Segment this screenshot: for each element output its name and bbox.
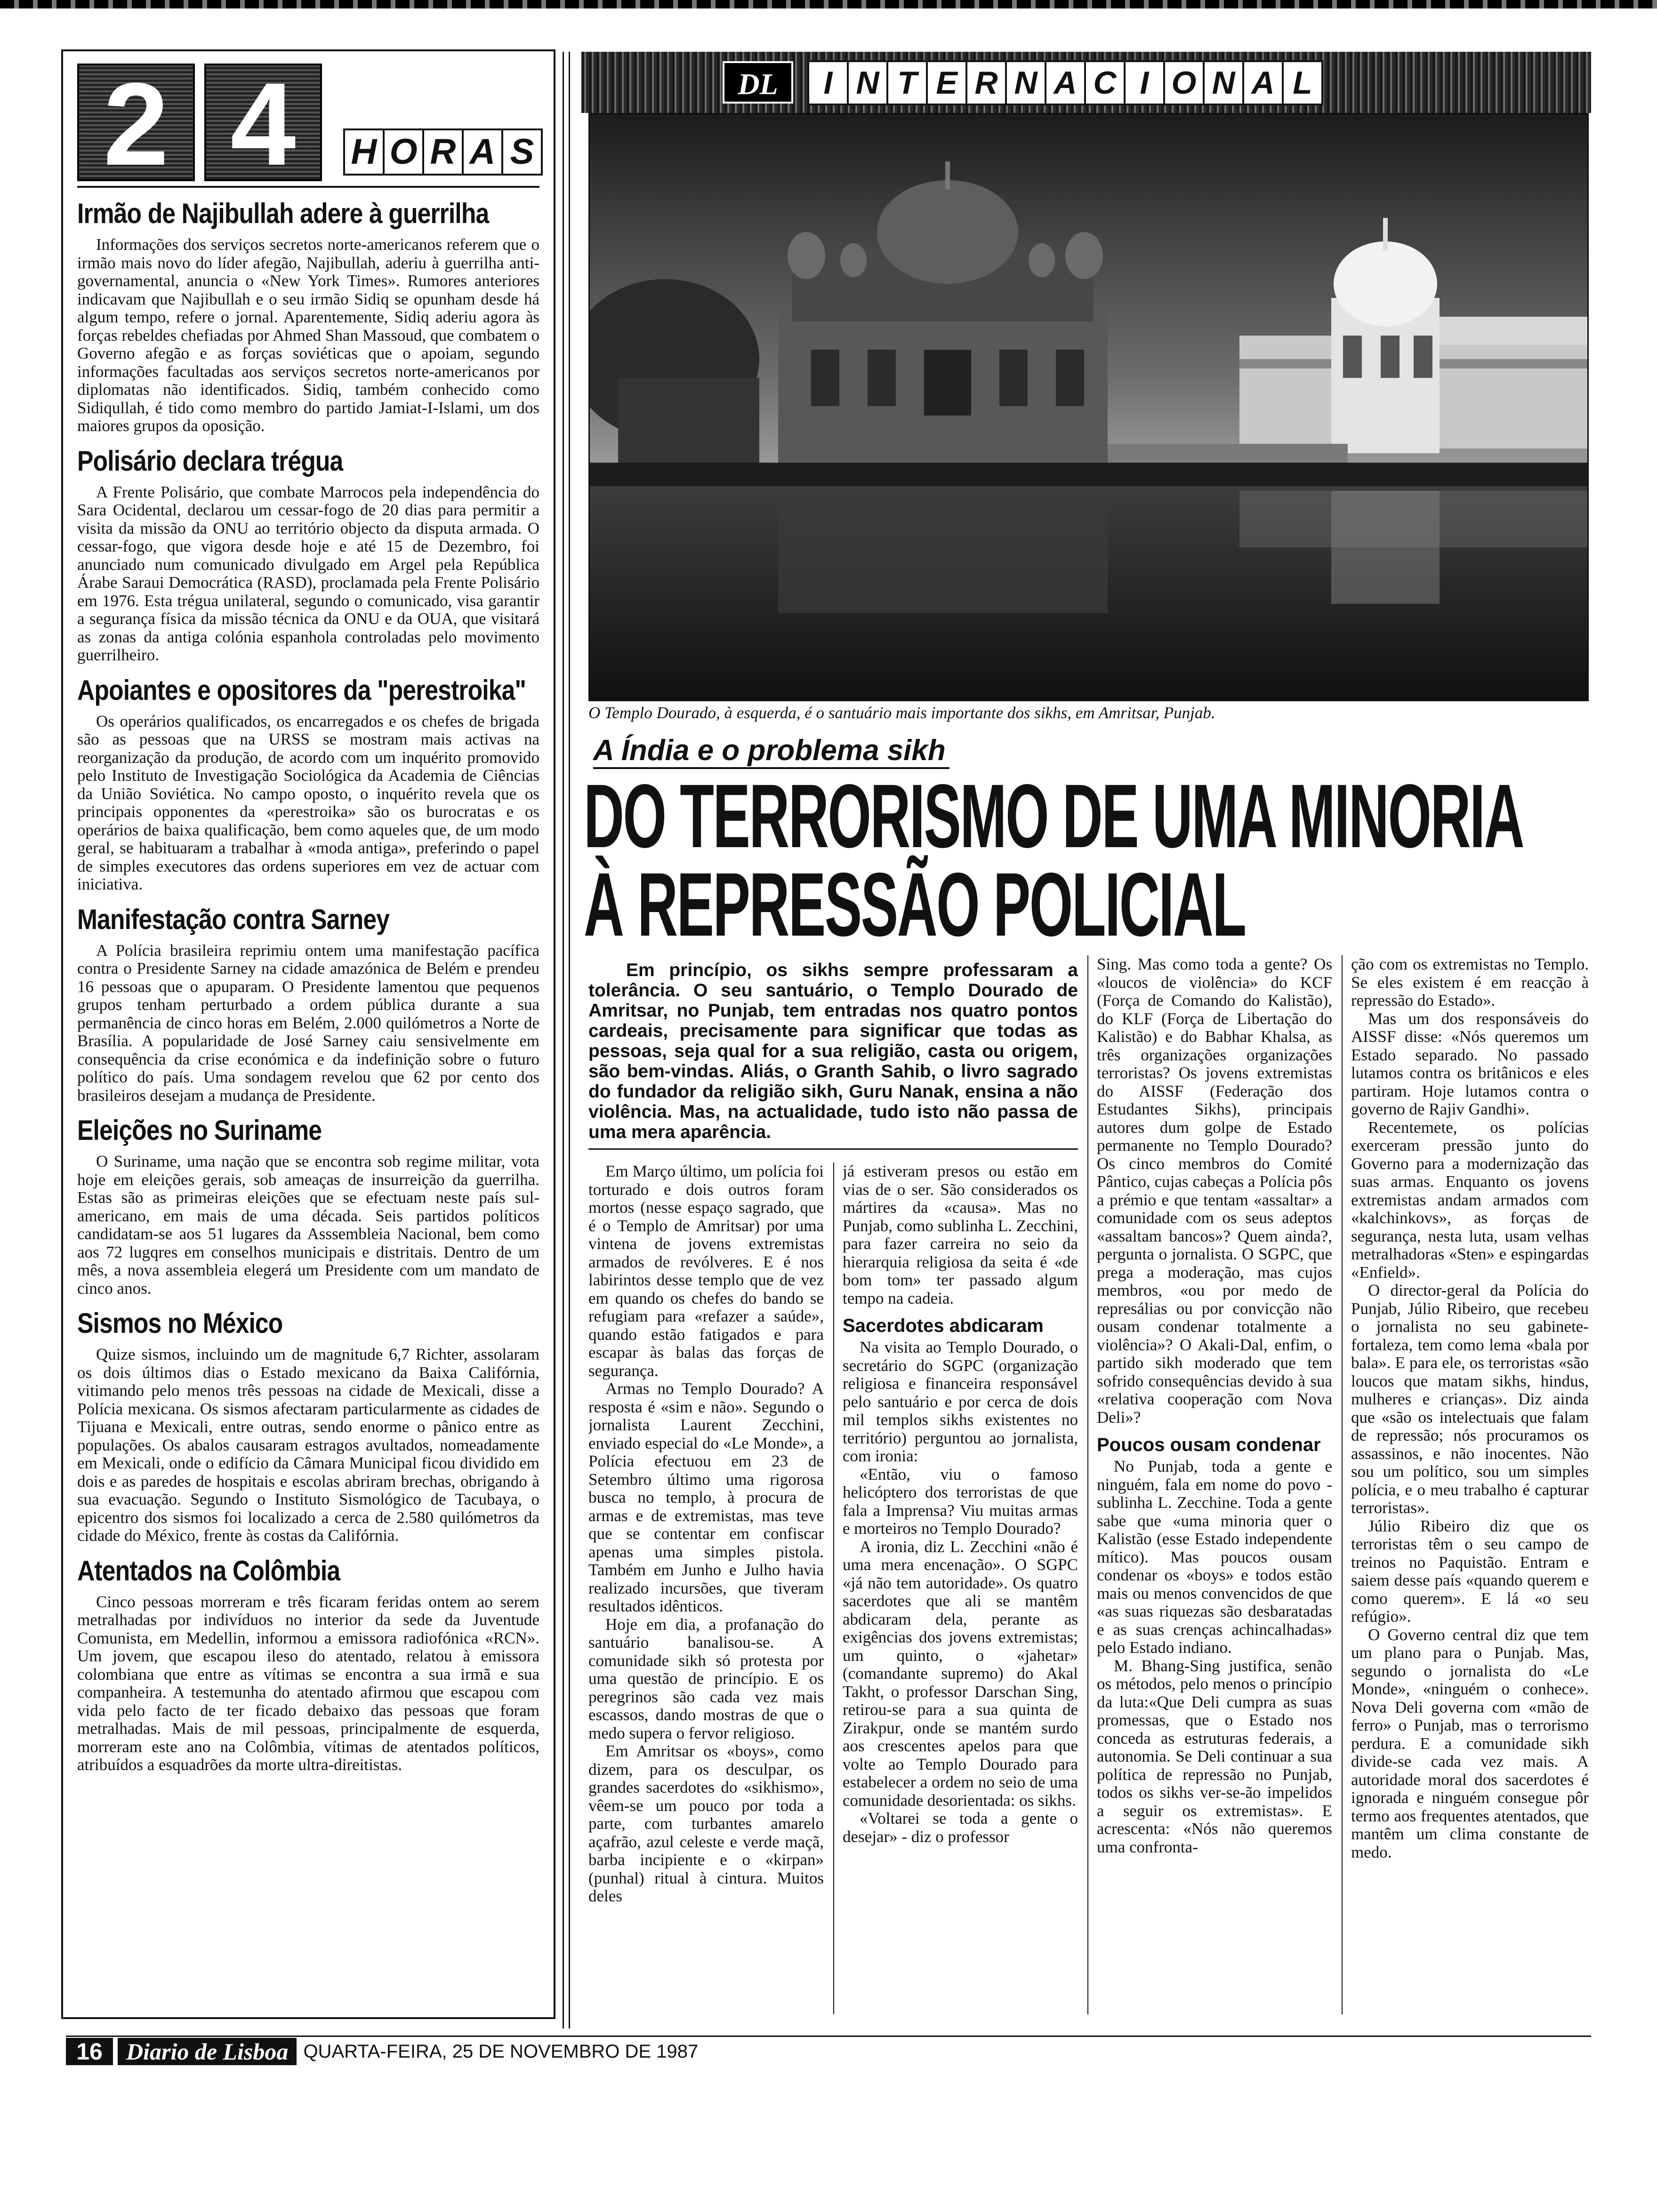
article-subheading: Poucos ousam condenar <box>1097 1435 1321 1455</box>
brief-body: Os operários qualificados, os encarregados e os chefes de brigada são as pessoas que na URSS se mostram mais activas na reorganização da produção, de acordo com um inquérito promovido pelo Instituto de Investigação Sociológica da Academia de Ciências da União Soviética. No campo oposto, o inquérito revela que os principais opponentes da «perestroika» são os burocratas e os operários de baixa qualificação, bem como aqueles que, de um modo geral, se habituaram a trabalhar à «moda antiga», preferindo o papel de simples executores das ordens superiores em vez de actuar com iniciativa. <box>77 712 539 893</box>
section-letter: E <box>926 60 967 105</box>
issue-date: QUARTA-FEIRA, 25 DE NOVEMBRO DE 1987 <box>303 2041 699 2062</box>
brief-body: O Suriname, uma nação que se encontra sob regime militar, vota hoje em eleições gerais, sob ameaças de insurreição da guerrilha. Estas são as primeiras eleições que se efectuam neste país sul-americano, em mais de uma década. Seis partidos políticos candidatam-se aos 51 lugares da Asssembleia Nacional, bem como aos 72 lugqres em conselhos municipais e distritais. Dentro de um mês, a nova assembleia elegerá um Presidente com um mandato de cinco anos. <box>77 1152 539 1298</box>
horas-24-column <box>61 49 555 2019</box>
brief-title: Manifestação contra Sarney <box>77 903 390 935</box>
article-paragraph: O director-geral da Polícia do Punjab, Júlio Ribeiro, que recebeu o jornalista no seu gabinete-fortaleza, tem como lema «bala por bala». E para ele, os terroristas «são loucos que matam sikhs, hindus, mulheres e crianças». Diz ainda que «são os intelectuais que falam de repressão; nós procuramos os assassinos, e não inocentes. Não sou um político, sou um simples polícia, e o meu trabalho é capturar terroristas». <box>1351 1281 1589 1517</box>
section-divider <box>563 52 564 2028</box>
page-number: 16 <box>66 2038 113 2065</box>
article-paragraph: Mas um dos responsáveis do AISSF disse: «Nós queremos um Estado separado. No passado lutamos contra os britânicos e eles partiram. Hoje lutamos contra o governo de Rajiv Gandhi». <box>1351 1009 1589 1118</box>
horas-letter: A <box>462 128 503 176</box>
article-headline <box>584 765 1524 955</box>
article-paragraph: Em Amritsar os «boys», como dizem, para os desculpar, os grandes sacerdotes do «sikhismo», vêem-se um pouco por toda a parte, com turbantes amarelo açafrão, azul celeste e verde maçã, barba incipiente e o «kirpan» (punhal) ritual à cintura. Muitos deles <box>588 1742 824 1905</box>
section-letter: N <box>1005 60 1046 105</box>
article-paragraph: Recentemete, os polícias exerceram pressão junto do Governo para a modernização das suas armas. Enquanto os jovens extremistas andam armados com «kalchinkovs», as forças de segurança, nesta luta, usam velhas metralhadoras «Sten» e espingardas «Enfield». <box>1351 1118 1589 1282</box>
section-letter: L <box>1282 60 1323 105</box>
brief-title: Atentados na Colômbia <box>77 1555 340 1587</box>
brief-body: Informações dos serviços secretos norte-americanos referem que o irmão mais novo do líder afegão, Najibullah, aderiu à guerrilha anti-governamental, anuncia o «New York Times». Rumores anteriores indicavam que Najibullah e o seu irmão Sidiq se opunham desde há algum tempo, refere o jornal. Aparentemente, Sidiq aderiu agora às forças rebeldes chefiadas por Ahmed Shan Massoud, que combatem o Governo afegão e as forças soviéticas que o apoiam, segundo informações facultadas aos serviços secretos norte-americanos por diplomatas não identificados. Sidiq, também conhecido como Sidiqullah, é tido como membro do partido Jamiat-I-Islami, um dos maiores grupos da oposição. <box>77 235 539 435</box>
article-column-3 <box>1097 955 1332 2014</box>
section-letter: I <box>807 60 849 105</box>
lead-divider <box>588 1148 1078 1150</box>
column-rule <box>833 1162 834 2014</box>
brief-mexico <box>77 1308 539 1545</box>
section-letter: N <box>847 60 888 105</box>
article-kicker: A Índia e o problema sikh <box>593 734 949 769</box>
article-subheading: Sacerdotes abdicaram <box>843 1315 1044 1336</box>
section-letter: C <box>1084 60 1126 105</box>
brief-perestroika <box>77 675 539 894</box>
article-paragraph: Em Março último, um polícia foi torturado e dois outros foram mortos (nesse espaço sagrado, que é o Templo de Amritsar) por uma vintena de jovens extremistas armados de revólveres. E é nos labirintos desse templo que de vez em quando os chefes do bando se refugiam para «refazer a saúde», quando estão fatigados e para escapar às balas das forças de segurança. <box>588 1162 824 1380</box>
masthead-digit-4: 4 <box>204 64 322 181</box>
horas-letter: S <box>501 128 543 176</box>
section-letter: A <box>1242 60 1284 105</box>
top-border-strip <box>0 0 1657 8</box>
brief-polisario <box>77 446 539 665</box>
brief-body: A Frente Polisário, que combate Marrocos pela independência do Sara Ocidental, declarou um cessar-fogo de 20 dias para permitir a visita da missão da ONU ao território objecto da disputa armada. O cessar-fogo, que vigora desde hoje e até 15 de Dezembro, foi anunciado num comunicado divulgado em Argel pela República Árabe Saraui Democrática (RASD), proclamada pela Frente Polisário em 1976. Esta trégua unilateral, segundo o comunicado, visa garantir a segurança física da missão técnica da ONU e da OUA, que visitará as zonas da antiga colónia espanhola controladas pelo movimento guerrilheiro. <box>77 482 539 664</box>
article-paragraph: No Punjab, toda a gente e ninguém, fala em nome do povo - sublinha L. Zecchine. Toda a gente sabe que «uma minoria quer o Kalistão (esse Estado independente mítico). Mas poucos ousam condenar os «boys» e todos estão mais ou menos convencidos de que «as suas riquezas são desbaratadas e as suas crenças achincalhadas» pelo Estado indiano. <box>1097 1457 1332 1657</box>
article-paragraph: ção com os extremistas no Templo. Se eles existem é em reacção à repressão do Estado». <box>1351 955 1589 1010</box>
section-letter: A <box>1045 60 1086 105</box>
article-paragraph: Júlio Ribeiro diz que os terroristas têm o seu campo de treinos no Paquistão. Entram e saiem desse país «quando querem e como querem». E lá «o seu refúgio». <box>1351 1516 1589 1626</box>
headline-line-1: DO TERRORISMO DE UMA MINORIA <box>584 765 1524 866</box>
article-paragraph: A ironia, diz L. Zecchini «não é uma mera encenação». O SGPC «já não tem autoridade». Os quatro sacerdotes que ali se mantêm abdicaram dela, perante as exigências dos jovens extremistas; um quinto, o «jahetar» (comandante supremo) do Akal Takht, o professor Darschan Sing, retirou-se para a sua quinta de Zirakpur, onde se mantém surdo aos crescentes apelos para que volte ao Templo Dourado para estabelecer a ordem no seio de uma comunidade desorientada: os sikhs. <box>843 1537 1078 1810</box>
article-paragraph: «Então, viu o famoso helicóptero dos terroristas de que fala a Imprensa? Viu muitas armas e morteiros no Templo Dourado? <box>843 1465 1078 1538</box>
brief-suriname <box>77 1115 539 1298</box>
article-column-4 <box>1351 955 1589 2014</box>
brief-body: Quize sismos, incluindo um de magnitude 6,7 Richter, assolaram os dois últimos dias o Estado mexicano da Baixa Califórnia, vitimando pelo menos três pessoas na cidade de Mexicali, disse a Polícia mexicana. Os sismos afectaram particularmente as cidades de Tijuana e Mexicali, entre outras, sendo enorme o pânico entre as populações. Os abalos causaram estragos avultados, nomeadamente em Mexicali, onde o edifício da Câmara Municipal ficou dividido em dois e as paredes de hospitais e escolas abriram brechas, obrigando à sua evacuação. Segundo o Instituto Sismológico de Tacubaya, o epicentro dos sismos foi localizado a cerca de 2.580 quilómetros da cidade do México, frente às costas da Califórnia. <box>77 1345 539 1545</box>
article-paragraph: Hoje em dia, a profanação do santuário banalisou-se. A comunidade sikh só protesta por uma questão de princípio. E os peregrinos são cada vez mais escassos, dando mostras de que o medo supera o fervor religioso. <box>588 1615 824 1742</box>
section-letter: R <box>965 60 1007 105</box>
brief-title: Sismos no México <box>77 1307 283 1339</box>
brief-sarney <box>77 904 539 1105</box>
article-column-2 <box>843 1162 1078 2014</box>
brief-colombia <box>77 1555 539 1774</box>
section-letter: O <box>1163 60 1205 105</box>
section-letter: N <box>1203 60 1244 105</box>
article-paragraph: Sing. Mas como toda a gente? Os «loucos de violência» do KCF (Força de Comando do Kalistão), do KLF (Força de Libertação do Kalistão) e do Babhar Khalsa, as três organizações organizações terroristas? Os jovens extremistas do AISSF (Federação dos Estudantes Sikhs), principais autores dum golpe de Estado permanente no Templo Dourado? Os cinco membros do Comité Pântico, cujas cabeças a Polícia pôs a prémio e que tentam «assaltar» a comunidade com os seus adeptos «assaltam bancos»? Quem ainda?, pergunta o jornalista. O SGPC, que prega a moderação, mas cujos membros, «ou por medo de represálias ou por convicção não ousam condenar totalmente a violência»? O Akali-Dal, enfim, o partido sikh moderado que tem sofrido consequências devido à sua «relativa cooperação com Nova Deli»? <box>1097 955 1332 1427</box>
temple-illustration <box>590 114 1589 701</box>
article-paragraph: Na visita ao Templo Dourado, o secretário do SGPC (organização religiosa e financeira responsável pelo santuário e por cerca de dois mil templos sikhs existentes no território) perguntou ao jornalista, com ironia: <box>843 1338 1078 1465</box>
article-paragraph: «Voltarei se toda a gente o desejar» - diz o professor <box>843 1809 1078 1846</box>
masthead-digit-2: 2 <box>77 64 195 181</box>
masthead-horas-word <box>343 128 541 176</box>
brief-title: Eleições no Suriname <box>77 1114 322 1146</box>
brief-title: Apoiantes e opositores da "perestroika" <box>77 674 526 706</box>
brief-body: Cinco pessoas morreram e três ficaram feridas ontem ao serem metralhadas por indivíduos no interior da sede da Juventude Comunista, em Medellin, informou a emissora radiofónica «RCN». Um jovem, que escapou ileso do atentado, relatou à emissora colombiana que entre as vítimas se encontra a sua irmã e sua companheira. A testemunha do atentado afirmou que escapou com vida pelo facto de ter ficado debaixo das pessoas que foram metralhadas. Mais de mil pessoas, principalmente de esquerda, morreram este ano na Colômbia, vítimas de atentados políticos, atribuídos a esquadrões da morte ultra-direitistas. <box>77 1592 539 1774</box>
brief-title: Irmão de Najibullah adere à guerrilha <box>77 198 489 229</box>
section-letter: I <box>1124 60 1165 105</box>
article-paragraph: já estiveram presos ou estão em vias de o ser. São considerados os mártires da «causa». Mas no Punjab, como sublinha L. Zecchini, para fazer carreira no seio da hierarquia religiosa da seita é «de bom tom» ter passado algum tempo na cadeia. <box>843 1162 1078 1307</box>
headline-line-2: À REPRESSÃO POLICIAL <box>584 854 1246 955</box>
brief-title: Polisário declara trégua <box>77 445 343 477</box>
horas-masthead <box>77 58 539 190</box>
brief-najibullah <box>77 198 539 435</box>
article-lead: Em princípio, os sikhs sempre professaram a tolerância. O seu santuário, o Templo Dourado de Amritsar, no Punjab, tem entradas nos quatro pontos cardeais, precisamente para significar que todas as pessoas, seja qual for a sua religião, casta ou origem, são bem-vindas. Aliás, o Granth Sahib, o livro sagrado do fundador da religião sikh, Guru Nanak, ensina a não violência. Mas, na actualidade, tudo isto não passa de uma mera aparência. <box>588 960 1078 1142</box>
horas-letter: O <box>383 128 424 176</box>
article-paragraph: M. Bhang-Sing justifica, senão os métodos, pelo menos o princípio da luta:«Que Deli cumpra as suas promessas, que o Estado nos conceda as estruturas federais, a autonomia. Se Deli continuar a sua política de repressão no Punjab, todos os sikhs ver-se-ão impelidos a seguir os extremistas». E acrescenta: «Nós não queremos uma confronta- <box>1097 1656 1332 1856</box>
golden-temple-photo <box>588 113 1589 701</box>
article-paragraph: Armas no Templo Dourado? A resposta é «sim e não». Segundo o jornalista Laurent Zecchini, enviado especial do «Le Monde», a Polícia efectuou em 23 de Setembro último uma rigorosa busca no templo, à procura de armas e de extremistas, mas teve que se contentar em confiscar apenas uma simples pistola. Também em Junho e Julho havia realizado incursões, que tiveram resultados idênticos. <box>588 1379 824 1615</box>
horas-letter: H <box>343 128 385 176</box>
section-letter: T <box>886 60 928 105</box>
column-rule <box>1087 955 1088 2014</box>
brief-body: A Polícia brasileira reprimiu ontem uma manifestação pacífica contra o Presidente Sarney na cidade amazónica de Belém e prendeu 16 pessoas que o apuparam. O Presidente lamentou que pequenos grupos tenham perturbado a ordem pública durante a sua permanência de cinco horas em Belém, 2.000 quilómetros a Norte de Brasília. A popularidade de José Sarney caiu sensivelmente em consequência da crise económica e da indefinição sobre o futuro político do país. Uma sondagem revelou que 62 por cento dos brasileiros desejam a mudança de Presidente. <box>77 941 539 1105</box>
article-column-1 <box>588 1162 824 2014</box>
page-footer <box>66 2036 1591 2066</box>
internacional-section-header <box>581 52 1591 113</box>
article-paragraph: O Governo central diz que tem um plano para o Punjab. Mas, segundo o jornalista do «Le Monde», «ninguém o conhece». Nova Deli governa com «mão de ferro» o Punjab, mas o terrorismo perdura. E a comunidade sikh divide-se cada vez mais. A autoridade moral dos sacerdotes é ignorada e ninguém consegue pôr termo aos frequentes atentados, que mantêm um clima constante de medo. <box>1351 1625 1589 1861</box>
column-rule <box>1342 955 1343 2014</box>
internacional-word <box>807 60 1321 105</box>
newspaper-name: Diario de Lisboa <box>118 2038 297 2065</box>
horas-letter: R <box>422 128 464 176</box>
dl-logo: DL <box>723 61 793 104</box>
photo-caption: O Templo Dourado, à esquerda, é o santuário mais importante dos sikhs, em Amritsar, Punjab. <box>588 704 1215 722</box>
section-divider <box>569 52 570 2028</box>
